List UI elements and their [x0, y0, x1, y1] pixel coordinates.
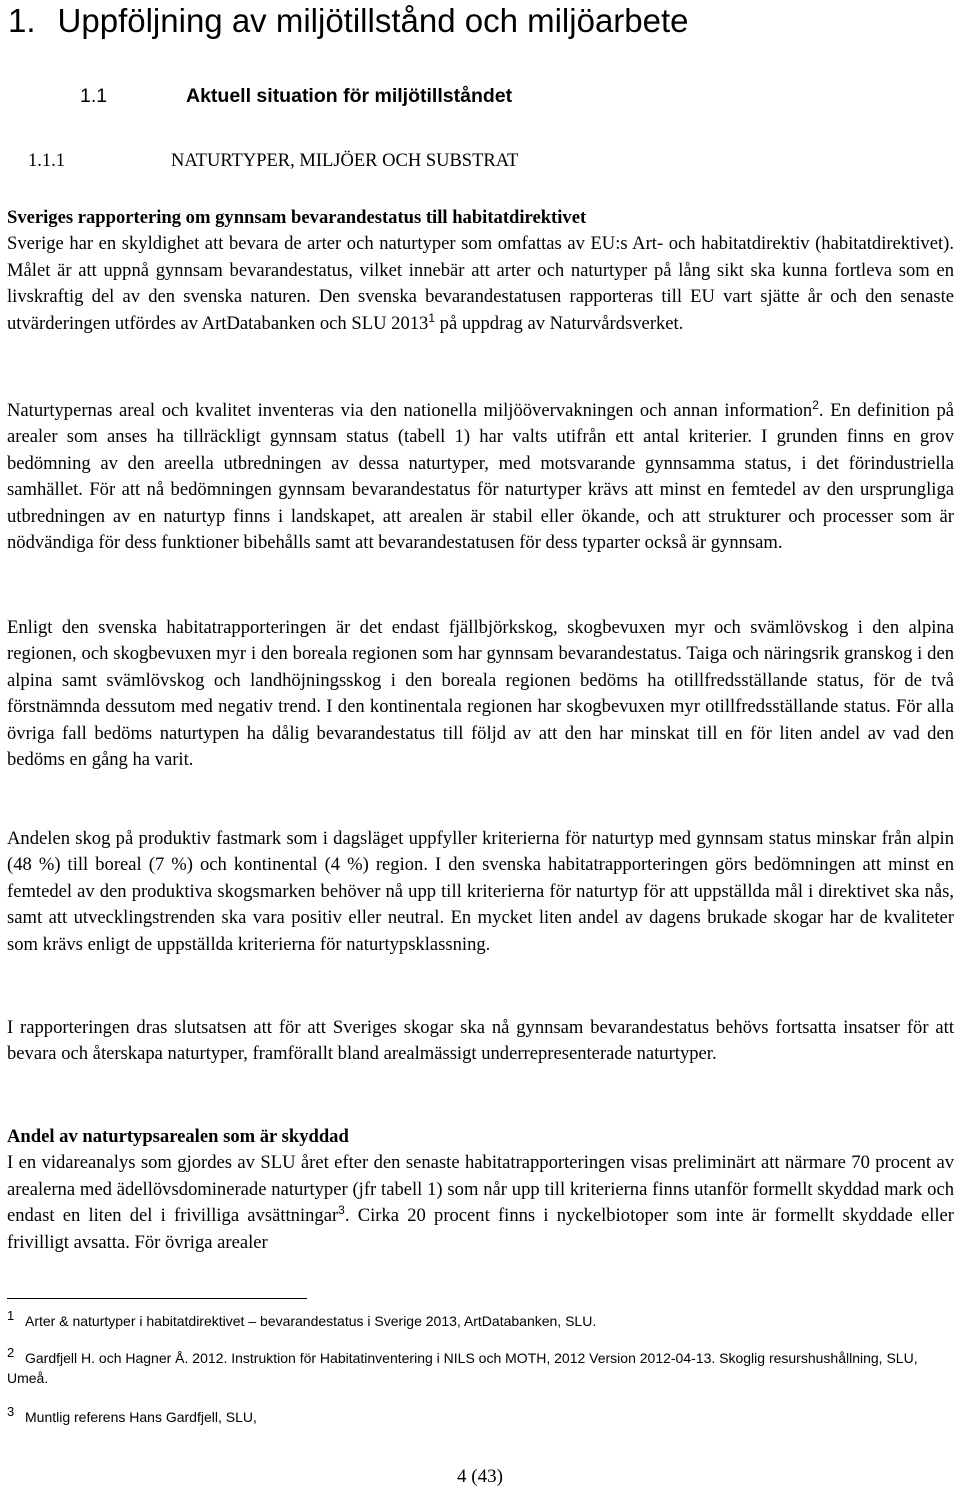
footnote-ref-1: 1: [428, 310, 436, 325]
chapter-title: Uppföljning av miljötillstånd och miljöarbete: [57, 2, 689, 39]
section-heading: [80, 85, 512, 108]
footnote-1-text: Arter & naturtyper i habitatdirektivet – bevarandestatus i Sverige 2013, ArtDatabanken, SLU.: [25, 1313, 597, 1329]
footnote-1-number: 1: [7, 1308, 15, 1323]
chapter-number: 1.: [8, 2, 36, 39]
reporting-heading: Sveriges rapportering om gynnsam bevarandestatus till habitatdirektivet: [7, 207, 587, 228]
footnote-ref-2: 2: [812, 397, 819, 412]
paragraph-6-tail: . Cirka 20 procent finns i nyckelbiotoper som inte är formellt skyddade eller frivilligt avsatta. För övriga arealer: [7, 1205, 954, 1253]
body-block-2: [7, 398, 954, 556]
body-block-1: [7, 205, 954, 337]
paragraph-1: [7, 231, 954, 337]
paragraph-1-text: Sverige har en skyldighet att bevara de arter och naturtyper som omfattas av EU:s Art- och habitatdirektiv (habitatdirektivet). Målet är att uppnå gynnsam bevarandestatus, vilket innebär att arter och naturtyper på lång sikt ska kunna fortleva som en livskraftig del av den svenska naturen. Den svenska bevarandestatusen rapporteras till EU vart sjätte år och den senaste utvärderingen utfördes av ArtDatabanken och SLU 2013: [7, 233, 954, 334]
paragraph-1-tail: på uppdrag av Naturvårdsverket.: [435, 312, 684, 334]
paragraph-4: Andelen skog på produktiv fastmark som i dagsläget uppfyller kriterierna för naturtyp med gynnsam status minskar från alpin (48 %) till boreal (7 %) och kontinental (4 %) region. I den svenska habitatrapporteringen görs bedömningen att minst en femtedel av den produktiva skogsmarken behöver nå upp till kriterierna för naturtyp för att uppställda mål i direktivet ska nås, samt att utvecklingstrenden ska vara positiv eller neutral. En mycket liten andel av dagens brukade skogar har de kvaliteter som krävs enligt de uppställda kriterierna för naturtypsklassning.: [7, 828, 954, 955]
paragraph-2-tail: . En definition på arealer som anses ha tillräckligt gynnsam status (tabell 1) har valts utifrån ett antal kriterier. I grunden finns en grov bedömning av den areella utbredningen av dessa naturtyper, med motsvarande gynnsamma status, i det förindustriella samhället. För att nå bedömningen gynnsam bevarandestatus för naturtyper krävs att minst en femtedel av den ursprungliga utbredningen av en naturtyp finns i landskapet, att arealen är stabil eller ökande, och att strukturer och processer som är nödvändiga för dess funktioner bibehålls samt att bevarandestatusen för dess typarter också är gynnsam.: [7, 400, 954, 554]
protected-area-heading: Andel av naturtypsarealen som är skyddad: [7, 1126, 349, 1147]
footnote-3: [7, 1402, 947, 1427]
chapter-heading: [8, 2, 689, 40]
section-title: Aktuell situation för miljötillståndet: [186, 85, 513, 107]
subsection-title: NATURTYPER, MILJÖER OCH SUBSTRAT: [171, 151, 519, 171]
section-number: 1.1: [80, 85, 108, 107]
footnote-2: [7, 1343, 947, 1388]
footnote-ref-3: 3: [338, 1203, 345, 1218]
paragraph-5: I rapporteringen dras slutsatsen att för att Sveriges skogar ska nå gynnsam bevarandestatus behövs fortsatta insatser för att bevara och återskapa naturtyper, framförallt bland arealmässigt underrepresenterade naturtyper.: [7, 1017, 954, 1065]
footnote-1: [7, 1306, 947, 1331]
footnote-2-text: Gardfjell H. och Hagner Å. 2012. Instruktion för Habitatinventering i NILS och MOTH, 2012 Version 2012-04-13. Skoglig resurshushållning, SLU, Umeå.: [7, 1350, 918, 1386]
subsection-number: 1.1.1: [28, 151, 65, 171]
body-block-5: [7, 1015, 954, 1068]
page-number: 4 (43): [457, 1466, 503, 1487]
footnote-3-text: Muntlig referens Hans Gardfjell, SLU,: [25, 1409, 257, 1425]
paragraph-6-text: I en vidareanalys som gjordes av SLU året efter den senaste habitatrapporteringen visas preliminärt att närmare 70 procent av arealerna med ädellövsdominerade naturtyper (jfr tabell 1) som når upp till kriterierna finns utanför formellt skyddad mark och endast en liten del i frivilliga avsättningar: [7, 1152, 954, 1227]
paragraph-6: [7, 1150, 954, 1256]
body-block-4: [7, 826, 954, 958]
footnote-3-number: 3: [7, 1404, 15, 1419]
paragraph-2-text: Naturtypernas areal och kvalitet inventeras via den nationella miljöövervakningen och annan information: [7, 400, 813, 421]
body-block-6: [7, 1124, 954, 1256]
paragraph-3: Enligt den svenska habitatrapporteringen är det endast fjällbjörkskog, skogbevuxen myr och svämlövskog i den alpina regionen, och skogbevuxen myr i den boreala regionen som har gynnsam bevarandestatus. Taiga och näringsrik granskog i den alpina samt svämlövskog och landhöjningsskog i den boreala regionen bedöms ha otillfredsställande status, för de två förstnämnda dessutom med negativ trend. I den kontinentala regionen har skogbevuxen myr otillfredsställande status. För alla övriga fall bedöms naturtypen ha dålig bevarandestatus till följd av att den har minskat till en för liten andel av vad den bedöms en gång ha varit.: [7, 617, 954, 771]
body-block-3: [7, 615, 954, 773]
subsection-heading: [28, 151, 518, 172]
footnote-divider: [7, 1298, 307, 1299]
footnote-2-number: 2: [7, 1345, 15, 1360]
paragraph-2: [7, 398, 954, 556]
